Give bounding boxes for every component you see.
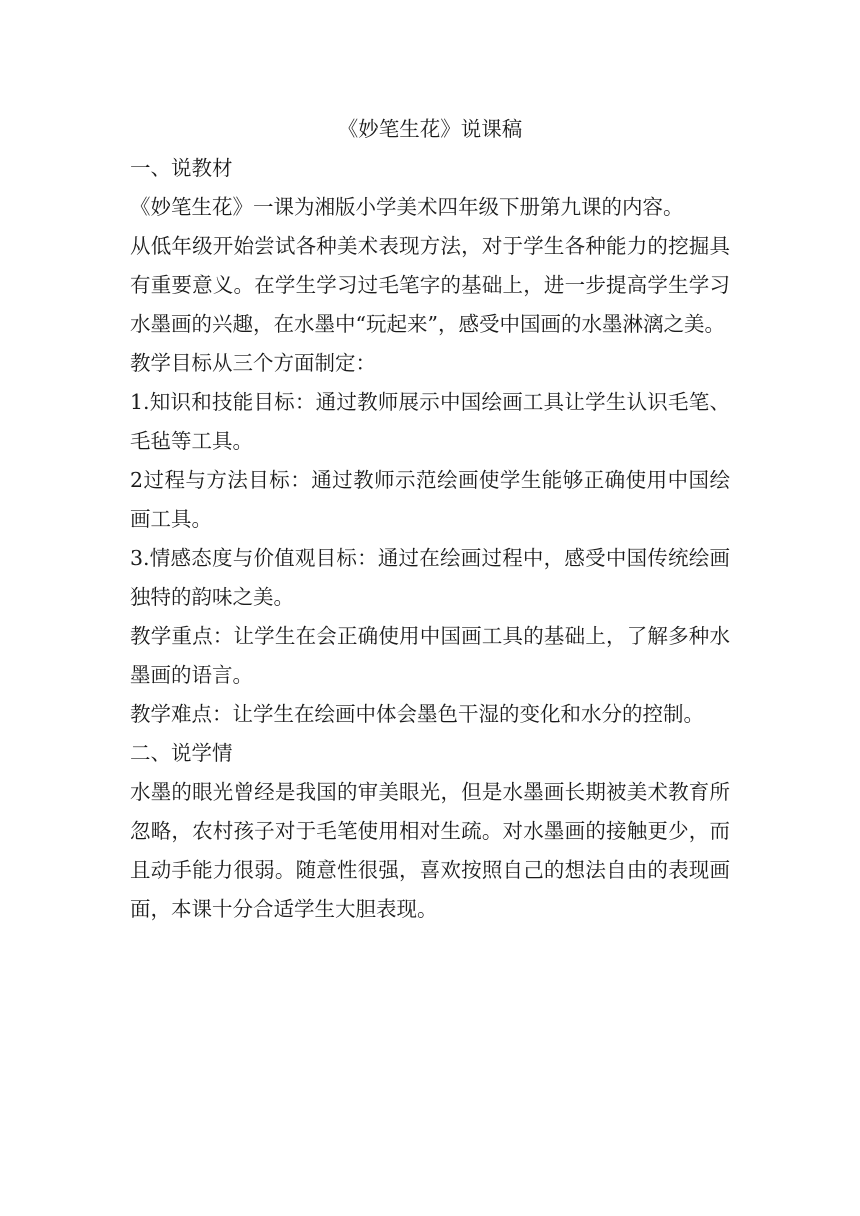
document-title: 《妙笔生花》说课稿 [337, 117, 523, 141]
paragraph-learners: 水墨的眼光曾经是我国的审美眼光，但是水墨画长期被美术教育所忽略，农村孩子对于毛笔使用相对生疏。对水墨画的接触更少，而且动手能力很弱。随意性很强，喜欢按照自己的想法自由的表现画面，本课十分合适学生大胆表现。 [130, 780, 730, 921]
paragraph-goals-intro: 教学目标从三个方面制定： [130, 351, 376, 375]
goal-emotion-values: 3.情感态度与价值观目标：通过在绘画过程中，感受中国传统绘画独特的韵味之美。 [130, 546, 730, 609]
teaching-difficulty: 教学难点：让学生在绘画中体会墨色干湿的变化和水分的控制。 [130, 702, 704, 726]
section-heading-textbook: 一、说教材 [130, 156, 233, 180]
document-body [130, 110, 730, 929]
paragraph-significance: 从低年级开始尝试各种美术表现方法，对于学生各种能力的挖掘具有重要意义。在学生学习过毛笔字的基础上，进一步提高学生学习水墨画的兴趣，在水墨中“玩起来”，感受中国画的水墨淋漓之美。 [130, 234, 730, 336]
paragraph-intro: 《妙笔生花》一课为湘版小学美术四年级下册第九课的内容。 [130, 195, 684, 219]
teaching-key-point: 教学重点：让学生在会正确使用中国画工具的基础上，了解多种水墨画的语言。 [130, 624, 730, 687]
goal-process-method: 2过程与方法目标：通过教师示范绘画使学生能够正确使用中国绘画工具。 [130, 468, 730, 531]
goal-knowledge-skills: 1.知识和技能目标：通过教师展示中国绘画工具让学生认识毛笔、毛毡等工具。 [130, 390, 730, 453]
section-heading-learners: 二、说学情 [130, 741, 233, 765]
